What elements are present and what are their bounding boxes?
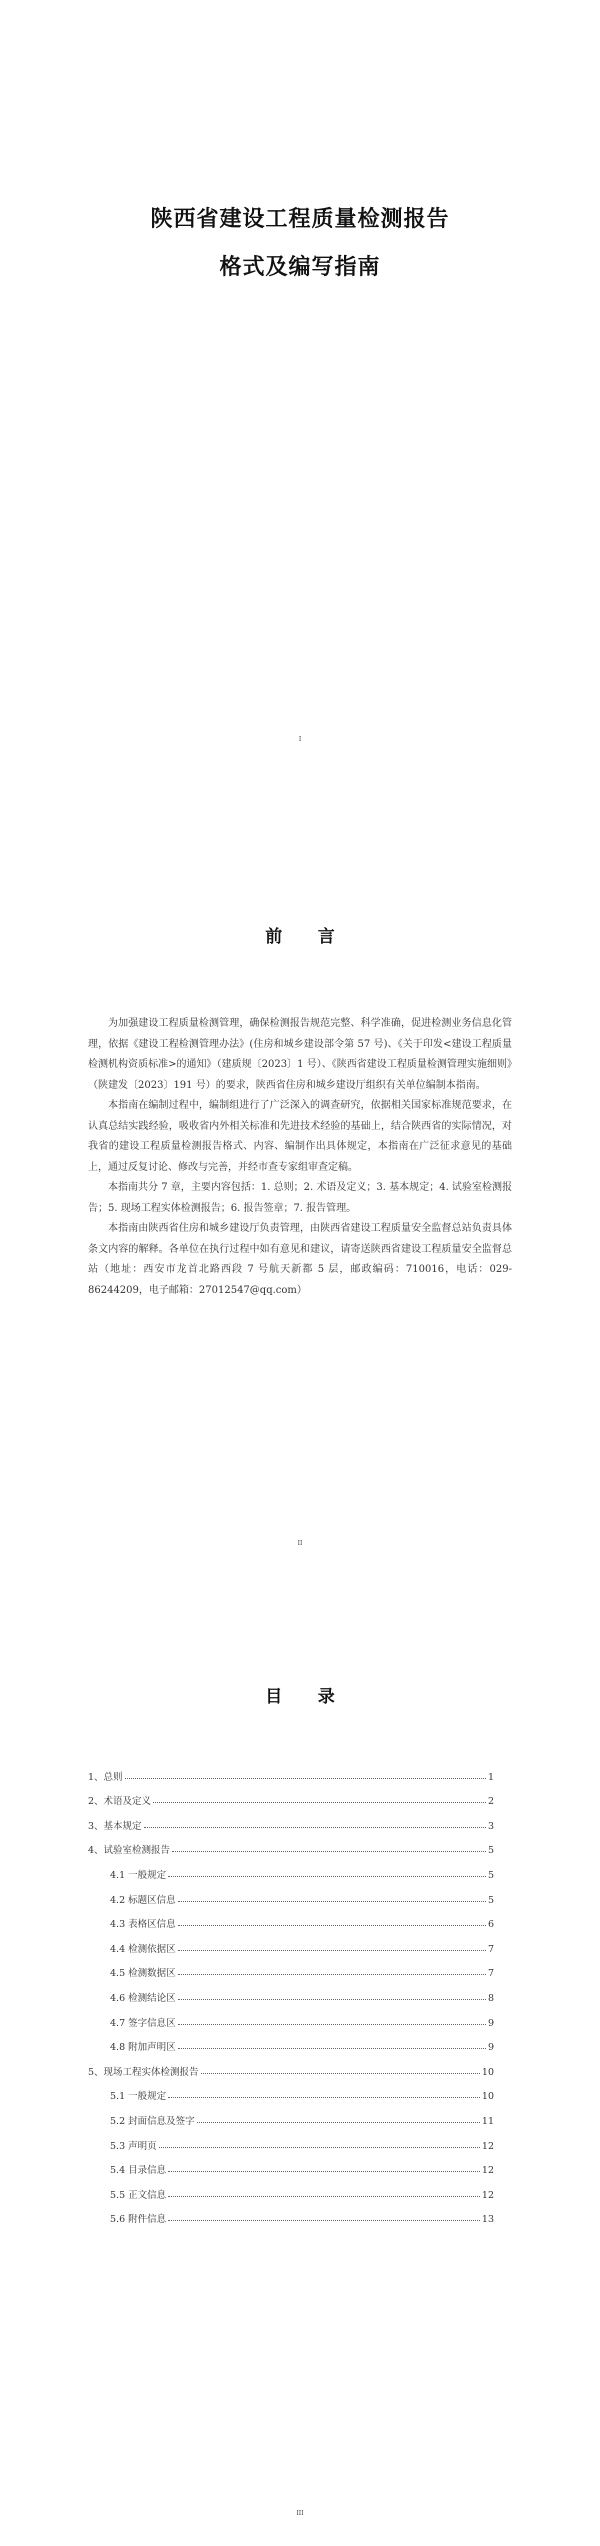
toc-entry[interactable]: [88, 1881, 494, 1906]
toc-leader-dots: [168, 2195, 480, 2197]
toc-entry[interactable]: [88, 1930, 494, 1955]
toc-entry-page: 12: [481, 2140, 494, 2152]
toc-leader-dots: [144, 1826, 486, 1828]
toc-entry-label: 5、现场工程实体检测报告: [88, 2066, 199, 2078]
toc-entry-page: 5: [487, 1869, 494, 1881]
toc-leader-dots: [168, 2096, 480, 2098]
toc-entry-page: 9: [487, 2017, 494, 2029]
toc-entry-label: 4.5 检测数据区: [110, 1968, 176, 1980]
toc-entry[interactable]: [88, 2201, 494, 2226]
toc-entry-page: 8: [487, 1992, 494, 2004]
toc-entry-page: 12: [481, 2165, 494, 2177]
toc-entry-label: 5.2 封面信息及签字: [110, 2115, 195, 2127]
toc-entry[interactable]: [88, 2078, 494, 2103]
toc-entry[interactable]: [88, 1758, 494, 1783]
toc-entry[interactable]: [88, 1832, 494, 1857]
toc-entry-label: 4.2 标题区信息: [110, 1894, 176, 1906]
toc-leader-dots: [201, 2072, 480, 2074]
toc-heading: 目 录: [265, 1687, 335, 1707]
foreword-paragraph: 本指南由陕西省住房和城乡建设厅负责管理，由陕西省建设工程质量安全监督总站负责具体条文内容的解释。各单位在执行过程中如有意见和建议，请寄送陕西省建设工程质量安全监督总站（地址：西安市龙首北路西段 7 号航天新都 5 层，邮政编码：710016，电话：029-86244209，电子邮箱：27012547@qq.com）: [88, 1223, 512, 1296]
foreword-page: [0, 820, 600, 1650]
toc-entry[interactable]: [88, 2152, 494, 2177]
cover-title-line1: 陕西省建设工程质量检测报告: [150, 207, 450, 232]
toc-leader-dots: [125, 1777, 486, 1779]
toc-leader-dots: [178, 1973, 486, 1975]
toc-entry-label: 5.3 声明页: [110, 2140, 157, 2152]
toc-entry-page: 12: [481, 2189, 494, 2201]
toc-page: [0, 1650, 600, 2546]
toc-entry[interactable]: [88, 2053, 494, 2078]
toc-list: [88, 1758, 494, 2225]
toc-leader-dots: [178, 1900, 486, 1902]
toc-leader-dots: [153, 1801, 486, 1803]
toc-entry-page: 11: [481, 2115, 494, 2127]
toc-entry[interactable]: [88, 1955, 494, 1980]
toc-leader-dots: [178, 2047, 486, 2049]
toc-entry[interactable]: [88, 2127, 494, 2152]
toc-entry-label: 4.3 表格区信息: [110, 1919, 176, 1931]
cover-title-line2: 格式及编写指南: [219, 255, 381, 280]
toc-entry-page: 10: [481, 2066, 494, 2078]
toc-entry-label: 4.4 检测依据区: [110, 1943, 176, 1955]
toc-entry-label: 4.7 签字信息区: [110, 2017, 176, 2029]
toc-entry-page: 5: [487, 1894, 494, 1906]
toc-entry-page: 3: [487, 1820, 494, 1832]
toc-entry-page: 9: [487, 2042, 494, 2054]
toc-entry-label: 4.8 附加声明区: [110, 2042, 176, 2054]
page-number: III: [296, 2510, 304, 2517]
toc-entry-label: 4.6 检测结论区: [110, 1992, 176, 2004]
toc-entry-label: 4、试验室检测报告: [88, 1845, 171, 1857]
toc-entry[interactable]: [88, 2176, 494, 2201]
toc-entry[interactable]: [88, 2029, 494, 2054]
toc-entry-label: 2、术语及定义: [88, 1796, 152, 1808]
toc-entry-page: 10: [481, 2091, 494, 2103]
toc-leader-dots: [178, 1949, 486, 1951]
toc-leader-dots: [197, 2121, 480, 2123]
toc-entry-page: 13: [481, 2214, 494, 2226]
foreword-paragraph: 本指南在编制过程中，编制组进行了广泛深入的调查研究，依据相关国家标准规范要求，在认真总结实践经验，吸收省内外相关标准和先进技术经验的基础上，结合陕西省的实际情况，对我省的建设工程质量检测报告格式、内容、编制作出具体规定，本指南在广泛征求意见的基础上，通过反复讨论、修改与完善，并经市查专家组审查定稿。: [88, 1100, 512, 1173]
toc-entry[interactable]: [88, 2004, 494, 2029]
toc-leader-dots: [172, 1850, 486, 1852]
foreword-body: [88, 1014, 512, 1301]
toc-entry[interactable]: [88, 2102, 494, 2127]
toc-leader-dots: [159, 2146, 480, 2148]
toc-entry[interactable]: [88, 1906, 494, 1931]
toc-entry-label: 5.6 附件信息: [110, 2214, 167, 2226]
toc-leader-dots: [168, 2219, 480, 2221]
toc-entry-label: 4.1 一般规定: [110, 1869, 167, 1881]
toc-leader-dots: [178, 2023, 486, 2025]
page-number: II: [297, 1540, 303, 1547]
toc-entry-page: 2: [487, 1796, 494, 1808]
toc-entry-page: 6: [487, 1919, 494, 1931]
toc-entry[interactable]: [88, 1856, 494, 1881]
toc-entry-label: 5.1 一般规定: [110, 2091, 167, 2103]
toc-leader-dots: [168, 2170, 480, 2172]
toc-leader-dots: [168, 1875, 486, 1877]
toc-entry-label: 5.5 正文信息: [110, 2189, 167, 2201]
toc-entry[interactable]: [88, 1783, 494, 1808]
toc-entry-page: 1: [487, 1771, 494, 1783]
toc-entry-page: 5: [487, 1845, 494, 1857]
toc-entry-label: 3、基本规定: [88, 1820, 142, 1832]
toc-entry-page: 7: [487, 1943, 494, 1955]
toc-entry[interactable]: [88, 1979, 494, 2004]
cover-page: [0, 0, 600, 820]
toc-entry-page: 7: [487, 1968, 494, 1980]
foreword-heading: 前 言: [265, 927, 335, 947]
toc-leader-dots: [178, 1998, 486, 2000]
toc-entry-label: 1、总则: [88, 1771, 123, 1783]
foreword-paragraph: 本指南共分 7 章，主要内容包括：1. 总则；2. 术语及定义；3. 基本规定；4. 试验室检测报告；5. 现场工程实体检测报告；6. 报告签章；7. 报告管理。: [88, 1182, 512, 1214]
toc-entry-label: 5.4 目录信息: [110, 2165, 167, 2177]
foreword-paragraph: 为加强建设工程质量检测管理，确保检测报告规范完整、科学准确，促进检测业务信息化管理，依据《建设工程检测管理办法》(住房和城乡建设部令第 57 号)、《关于印发<建设工程质量检测机构资质标准>的通知》（建质规〔2023〕1 号）、《陕西省建设工程质量检测管理实施细则》（陕建发〔2023〕191 号）的要求，陕西省住房和城乡建设厅组织有关单位编制本指南。: [88, 1018, 512, 1091]
toc-leader-dots: [178, 1924, 486, 1926]
page-number: I: [298, 736, 302, 743]
toc-entry[interactable]: [88, 1807, 494, 1832]
